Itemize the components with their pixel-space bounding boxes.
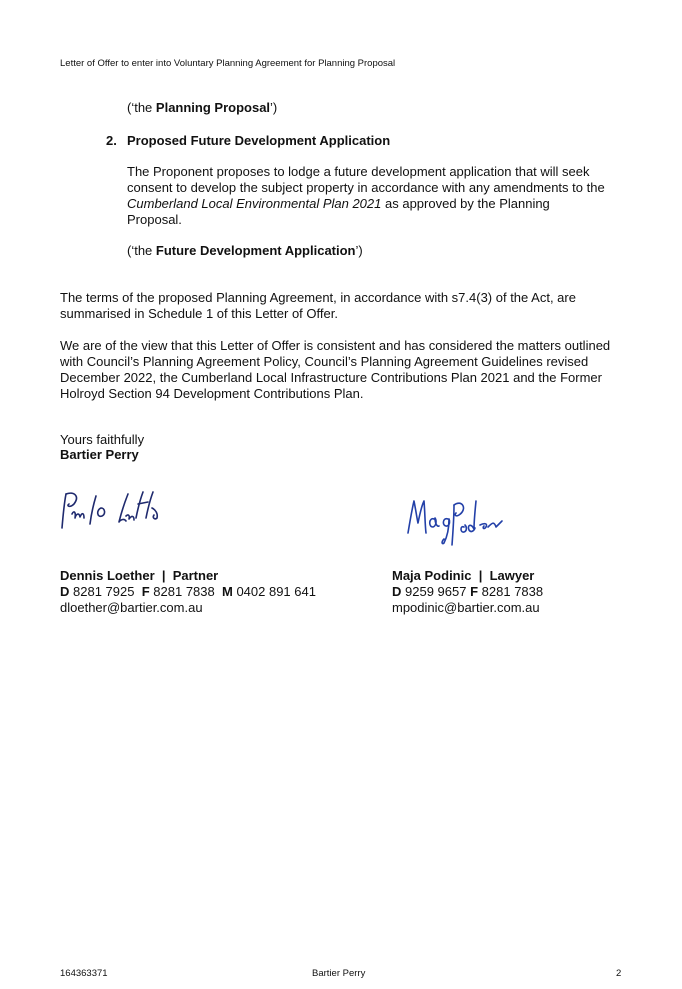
valediction: Yours faithfully: [60, 432, 145, 447]
section-heading: Proposed Future Development Application: [127, 133, 391, 148]
defined-term: Planning Proposal: [155, 100, 271, 115]
footer-firm: Bartier Perry: [312, 968, 366, 979]
signatory-right-title: Maja Podinic | Lawyer: [392, 568, 535, 583]
paragraph-view: We are of the view that this Letter of Offer is consistent and has considered the matters outlined with Council’s Planning Agreement Policy, Council’s Planning Agreement Guidelines revised December 2022, the Cumberland Local Infrastructure Contributions Plan 2021 and the Former Holroyd Section 94 Development Contributions Plan.: [60, 338, 611, 401]
signature-maja-podinic: [404, 493, 504, 549]
defined-term: Future Development Application: [155, 243, 356, 258]
planning-proposal-definition: (‘the Planning Proposal’): [127, 100, 278, 115]
footer-doc-number: 164363371: [60, 968, 108, 979]
future-da-definition: (‘the Future Development Application’): [127, 243, 363, 258]
plan-name: Cumberland Local Environmental Plan 2021: [127, 196, 382, 211]
firm-name: Bartier Perry: [60, 447, 139, 462]
signatory-left-email[interactable]: dloether@bartier.com.au: [60, 600, 203, 615]
signatory-left-title: Dennis Loether | Partner: [60, 568, 219, 583]
signatory-right-email[interactable]: mpodinic@bartier.com.au: [392, 600, 540, 615]
paragraph-terms: The terms of the proposed Planning Agreement, in accordance with s7.4(3) of the Act, are summarised in Schedule 1 of this Letter of Offer.: [60, 290, 576, 321]
signatory-left-contact: D 8281 7925 F 8281 7838 M 0402 891 641: [60, 584, 316, 599]
footer-page-number: 2: [616, 968, 622, 979]
signature-dennis-loether: [60, 488, 165, 536]
section-paragraph: The Proponent proposes to lodge a future development application that will seek consent to develop the subject property in accordance with any amendments to the Cumberland Local Environmental Plan 2021 as approved by the Planning Proposal.: [127, 164, 605, 227]
signatory-right-contact: D 9259 9657 F 8281 7838: [392, 584, 544, 599]
section-number: 2.: [106, 133, 117, 148]
page-header: Letter of Offer to enter into Voluntary Planning Agreement for Planning Proposal: [60, 58, 396, 69]
